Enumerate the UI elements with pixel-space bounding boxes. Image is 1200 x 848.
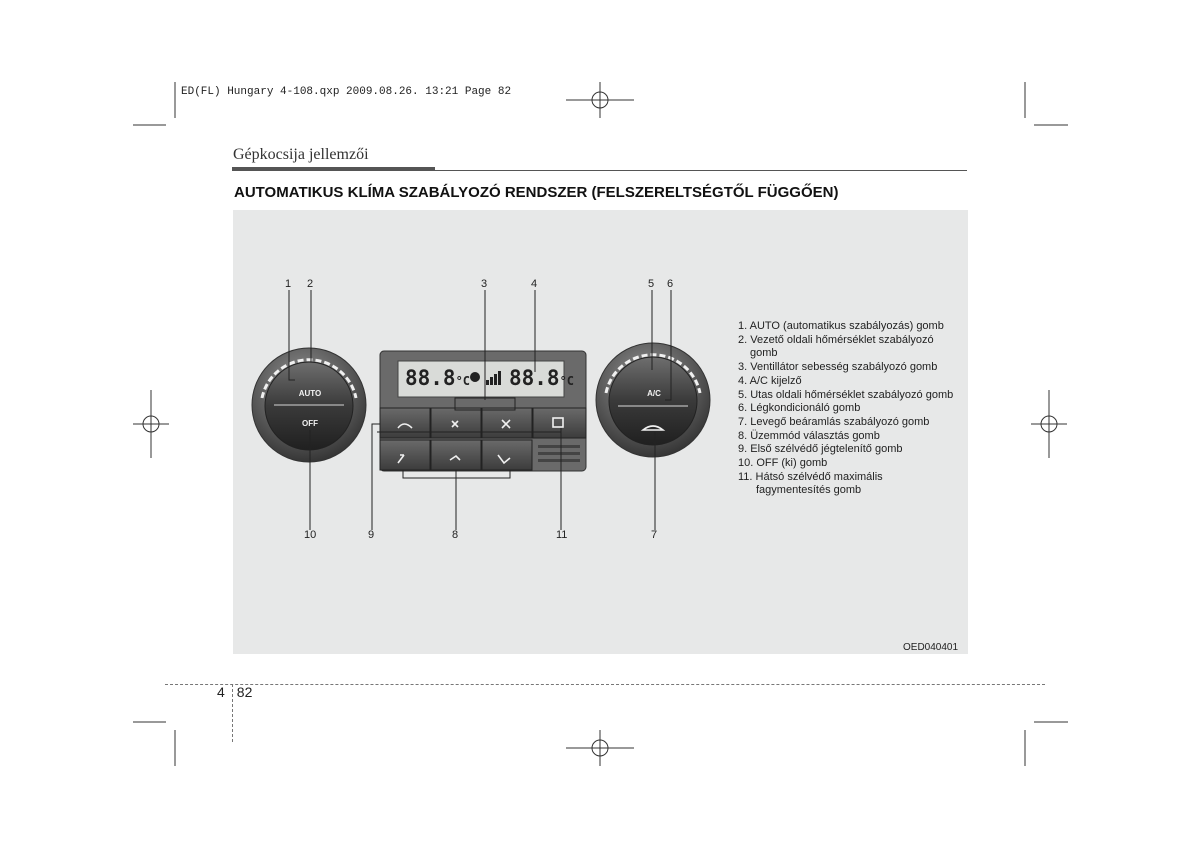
callout-4: 4: [531, 278, 538, 290]
legend-item: 4. A/C kijelző: [738, 374, 802, 387]
legend-item: 8. Üzemmód választás gomb: [738, 429, 880, 442]
passenger-temperature-knob[interactable]: [596, 343, 710, 457]
callout-9: 9: [368, 529, 375, 541]
callout-7: 7: [651, 529, 658, 541]
callout-8: 8: [452, 529, 459, 541]
chapter-number: 4: [217, 684, 225, 700]
display-left-temp: 88.8°C: [405, 366, 471, 390]
print-slug-line: ED(FL) Hungary 4-108.qxp 2009.08.26. 13:21 Page 82: [181, 86, 512, 98]
callout-5: 5: [648, 278, 655, 290]
off-button[interactable]: OFF: [302, 419, 318, 428]
component-legend: [738, 320, 953, 498]
legend-item: 3. Ventillátor sebesség szabályozó gomb: [738, 361, 938, 374]
legend-item: 9. Első szélvédő jégtelenítő gomb: [738, 443, 903, 456]
vent-grille: [538, 445, 580, 462]
legend-item: 2. Vezető oldali hőmérséklet szabályozó: [738, 333, 934, 346]
display-right-temp: 88.8°C: [509, 366, 575, 390]
callout-11: 11: [556, 529, 568, 541]
driver-temperature-knob[interactable]: [252, 348, 366, 462]
callout-3: 3: [481, 278, 488, 290]
callout-6: 6: [667, 278, 674, 290]
callout-10: 10: [304, 529, 317, 541]
callout-2: 2: [307, 278, 314, 290]
legend-item: fagymentesítés gomb: [756, 484, 862, 497]
legend-item: 11. Hátsó szélvédő maximális: [738, 470, 883, 483]
callout-1: 1: [285, 278, 292, 290]
page-number-value: 82: [236, 684, 253, 700]
ac-button[interactable]: A/C: [647, 389, 661, 398]
page-heading: AUTOMATIKUS KLÍMA SZABÁLYOZÓ RENDSZER (FELSZERELTSÉGTŐL FÜGGŐEN): [234, 184, 839, 201]
legend-item: 6. Légkondicionáló gomb: [738, 402, 861, 415]
footer-dashed-rule: [165, 684, 1045, 685]
legend-item: 5. Utas oldali hőmérséklet szabályozó gomb: [738, 388, 954, 401]
legend-item: gomb: [750, 347, 778, 360]
section-title: Gépkocsija jellemzői: [233, 146, 369, 163]
page-number: [217, 684, 252, 700]
auto-button[interactable]: AUTO: [298, 389, 322, 398]
legend-item: 1. AUTO (automatikus szabályozás) gomb: [738, 320, 944, 332]
fan-icon-display: [470, 372, 480, 382]
figure-code: OED040401: [903, 642, 959, 653]
legend-item: 7. Levegő beáramlás szabályozó gomb: [738, 415, 930, 428]
legend-item: 10. OFF (ki) gomb: [738, 457, 828, 470]
